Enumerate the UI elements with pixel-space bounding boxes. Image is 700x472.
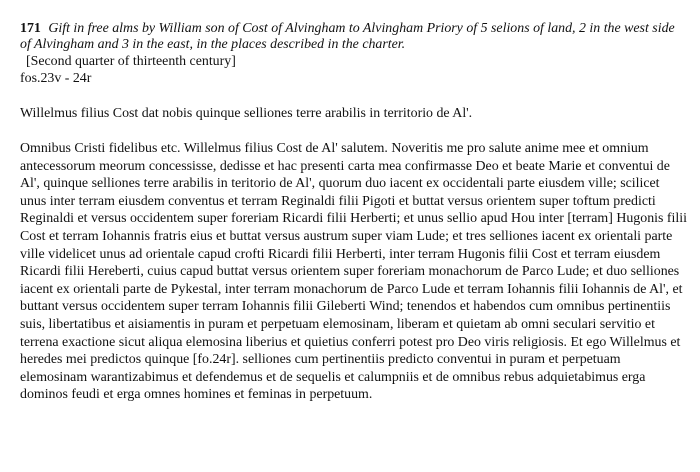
charter-text: Omnibus Cristi fidelibus etc. Willelmus filius Cost de Al' salutem. Noveritis me pro salute anime mee et omnium antecessorum meorum concessisse, dedisse et hac presenti carta mea confirmasse Deo et beate Marie et conventui de Al', quinque selliones terre arabilis in teritorio de Al', quorum duo iacent ex occidentali parte eiusdem ville; scilicet unus inter terram eiusdem conventus et terram Reginaldi filii Pigoti et buttat versus orientem super toftum predicti Reginaldi et versus occidentem super foreriam Ricardi filii Herberti; et unus sellio apud Hou inter [terram] Hugonis filii Cost et terram Iohannis fratris eius et buttat versus austrum super viam Lude; et tres selliones iacent ex orientali parte ville videlicet unus ad orientale capud crofti Ricardi filii Herberti, inter terram Hugonis filii Cost et terram eiusdem Ricardi filii Hereberti, cuius capud buttat versus orientem super foreriam monachorum de Parco Lude; et duo selliones iacent ex orientali parte de Pykestal, inter terram monachorum de Parco Lude et terram Iohannis filii Iohannis de Al', et buttant versus occidentem super terram Iohannis filii Gileberti Wind; tenendos et habendos cum omnibus pertinentiis suis, libertatibus et aisiamentis in puram et perpetuam elemosinam, liberam et quietam ab omni seculari servitio et terrena exactione sicut aliqua elemosina liberius et quietius conferri potest pro Deo viris religiosis. Et ego Willelmus et heredes mei predictos quinque [fo.24r]. selliones cum pertinentiis predicto conventui in puram et perpetuam elemosinam warantizabimus et defendemus et de sequelis et calumpniis et de omnibus rebus adquietabimus erga dominos feudi et erga omnes homines et feminas in perpetuum. — [20, 141, 687, 403]
document-page — [20, 21, 688, 404]
charter-date: [Second quarter of thirteenth century] — [26, 54, 236, 69]
charter-heading — [20, 21, 688, 53]
charter-summary: Willelmus filius Cost dat nobis quinque selliones terre arabilis in territorio de Al'. — [20, 106, 473, 121]
charter-number: 171 — [20, 21, 41, 36]
folio-reference: fos.23v - 24r — [20, 71, 92, 86]
charter-heading-text: Gift in free alms by William son of Cost of Alvingham to Alvingham Priory of 5 selions of land, 2 in the west side of Alvingham and 3 in the east, in the places described in the charter. — [20, 21, 675, 52]
